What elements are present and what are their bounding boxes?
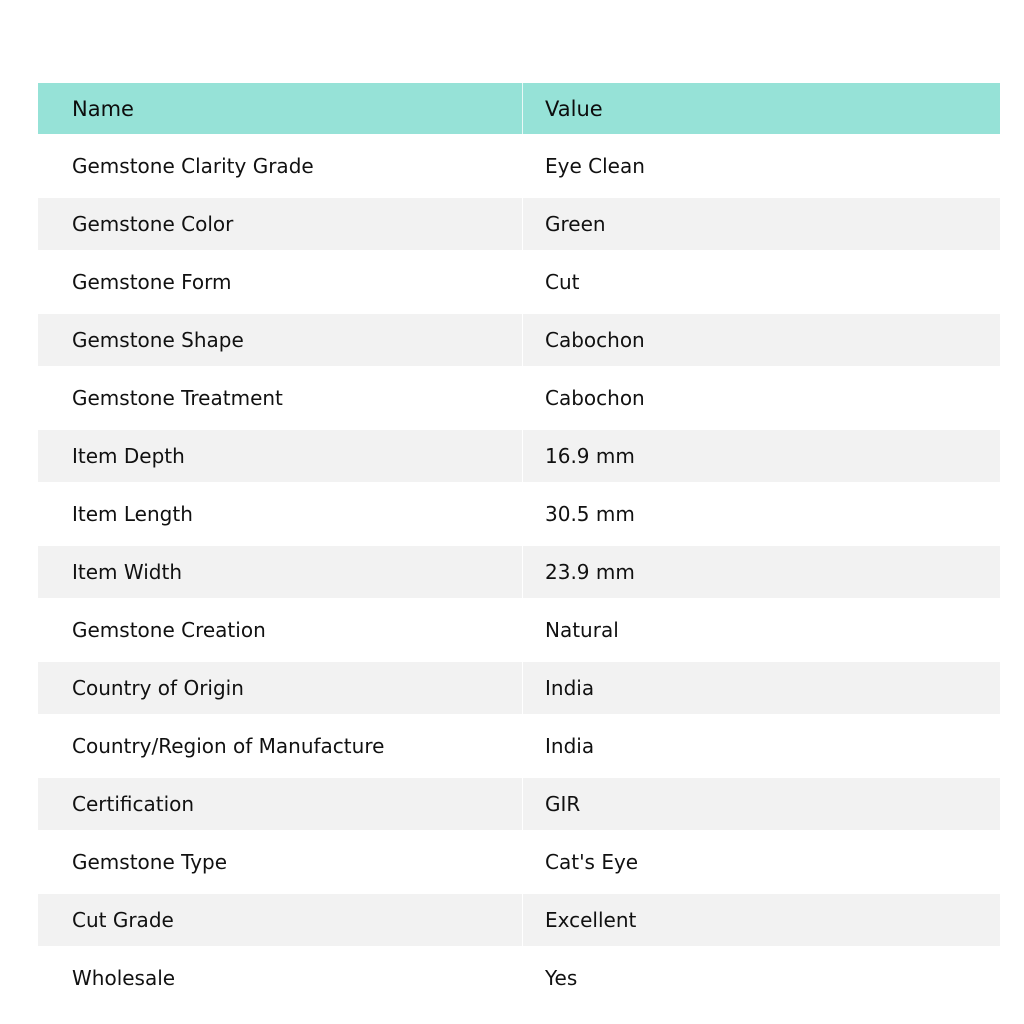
table-row xyxy=(38,598,1000,662)
row-value: Cabochon xyxy=(545,386,645,410)
table-row xyxy=(38,314,1000,366)
row-name: Gemstone Creation xyxy=(38,598,523,662)
table-row xyxy=(38,546,1000,598)
row-name: Item Width xyxy=(38,546,523,598)
row-name: Item Length xyxy=(38,482,523,546)
row-name: Gemstone Color xyxy=(38,198,523,250)
row-value: Yes xyxy=(545,966,578,990)
row-value: Cat's Eye xyxy=(545,850,639,874)
row-value: Excellent xyxy=(545,908,637,932)
table-row xyxy=(38,946,1000,1010)
row-value: Cut xyxy=(545,270,580,294)
row-name: Gemstone Shape xyxy=(38,314,523,366)
row-name: Gemstone Form xyxy=(38,250,523,314)
row-value: India xyxy=(545,676,595,700)
table-row xyxy=(38,430,1000,482)
table-body xyxy=(38,134,1000,1010)
row-name: Wholesale xyxy=(38,946,523,1010)
table-row xyxy=(38,778,1000,830)
row-value: India xyxy=(545,734,595,758)
row-name: Gemstone Clarity Grade xyxy=(38,134,523,198)
table-row xyxy=(38,714,1000,778)
row-name: Cut Grade xyxy=(38,894,523,946)
row-name: Gemstone Treatment xyxy=(38,366,523,430)
table-row xyxy=(38,366,1000,430)
row-value: Cabochon xyxy=(545,328,645,352)
row-value: 16.9 mm xyxy=(545,444,635,468)
row-name: Gemstone Type xyxy=(38,830,523,894)
table-header-row xyxy=(38,83,1000,134)
row-value: Green xyxy=(545,212,606,236)
row-value: 30.5 mm xyxy=(545,502,635,526)
table-row xyxy=(38,830,1000,894)
header-value: Value xyxy=(545,96,603,121)
specifications-table xyxy=(38,83,1000,1010)
row-value: GIR xyxy=(545,792,581,816)
row-value: Eye Clean xyxy=(545,154,645,178)
header-name: Name xyxy=(38,83,523,134)
row-name: Country/Region of Manufacture xyxy=(38,714,523,778)
table-row xyxy=(38,894,1000,946)
table-row xyxy=(38,198,1000,250)
table-row xyxy=(38,482,1000,546)
table-row xyxy=(38,134,1000,198)
table-row xyxy=(38,250,1000,314)
table-row xyxy=(38,662,1000,714)
row-value: Natural xyxy=(545,618,619,642)
row-value: 23.9 mm xyxy=(545,560,635,584)
row-name: Item Depth xyxy=(38,430,523,482)
row-name: Certification xyxy=(38,778,523,830)
row-name: Country of Origin xyxy=(38,662,523,714)
